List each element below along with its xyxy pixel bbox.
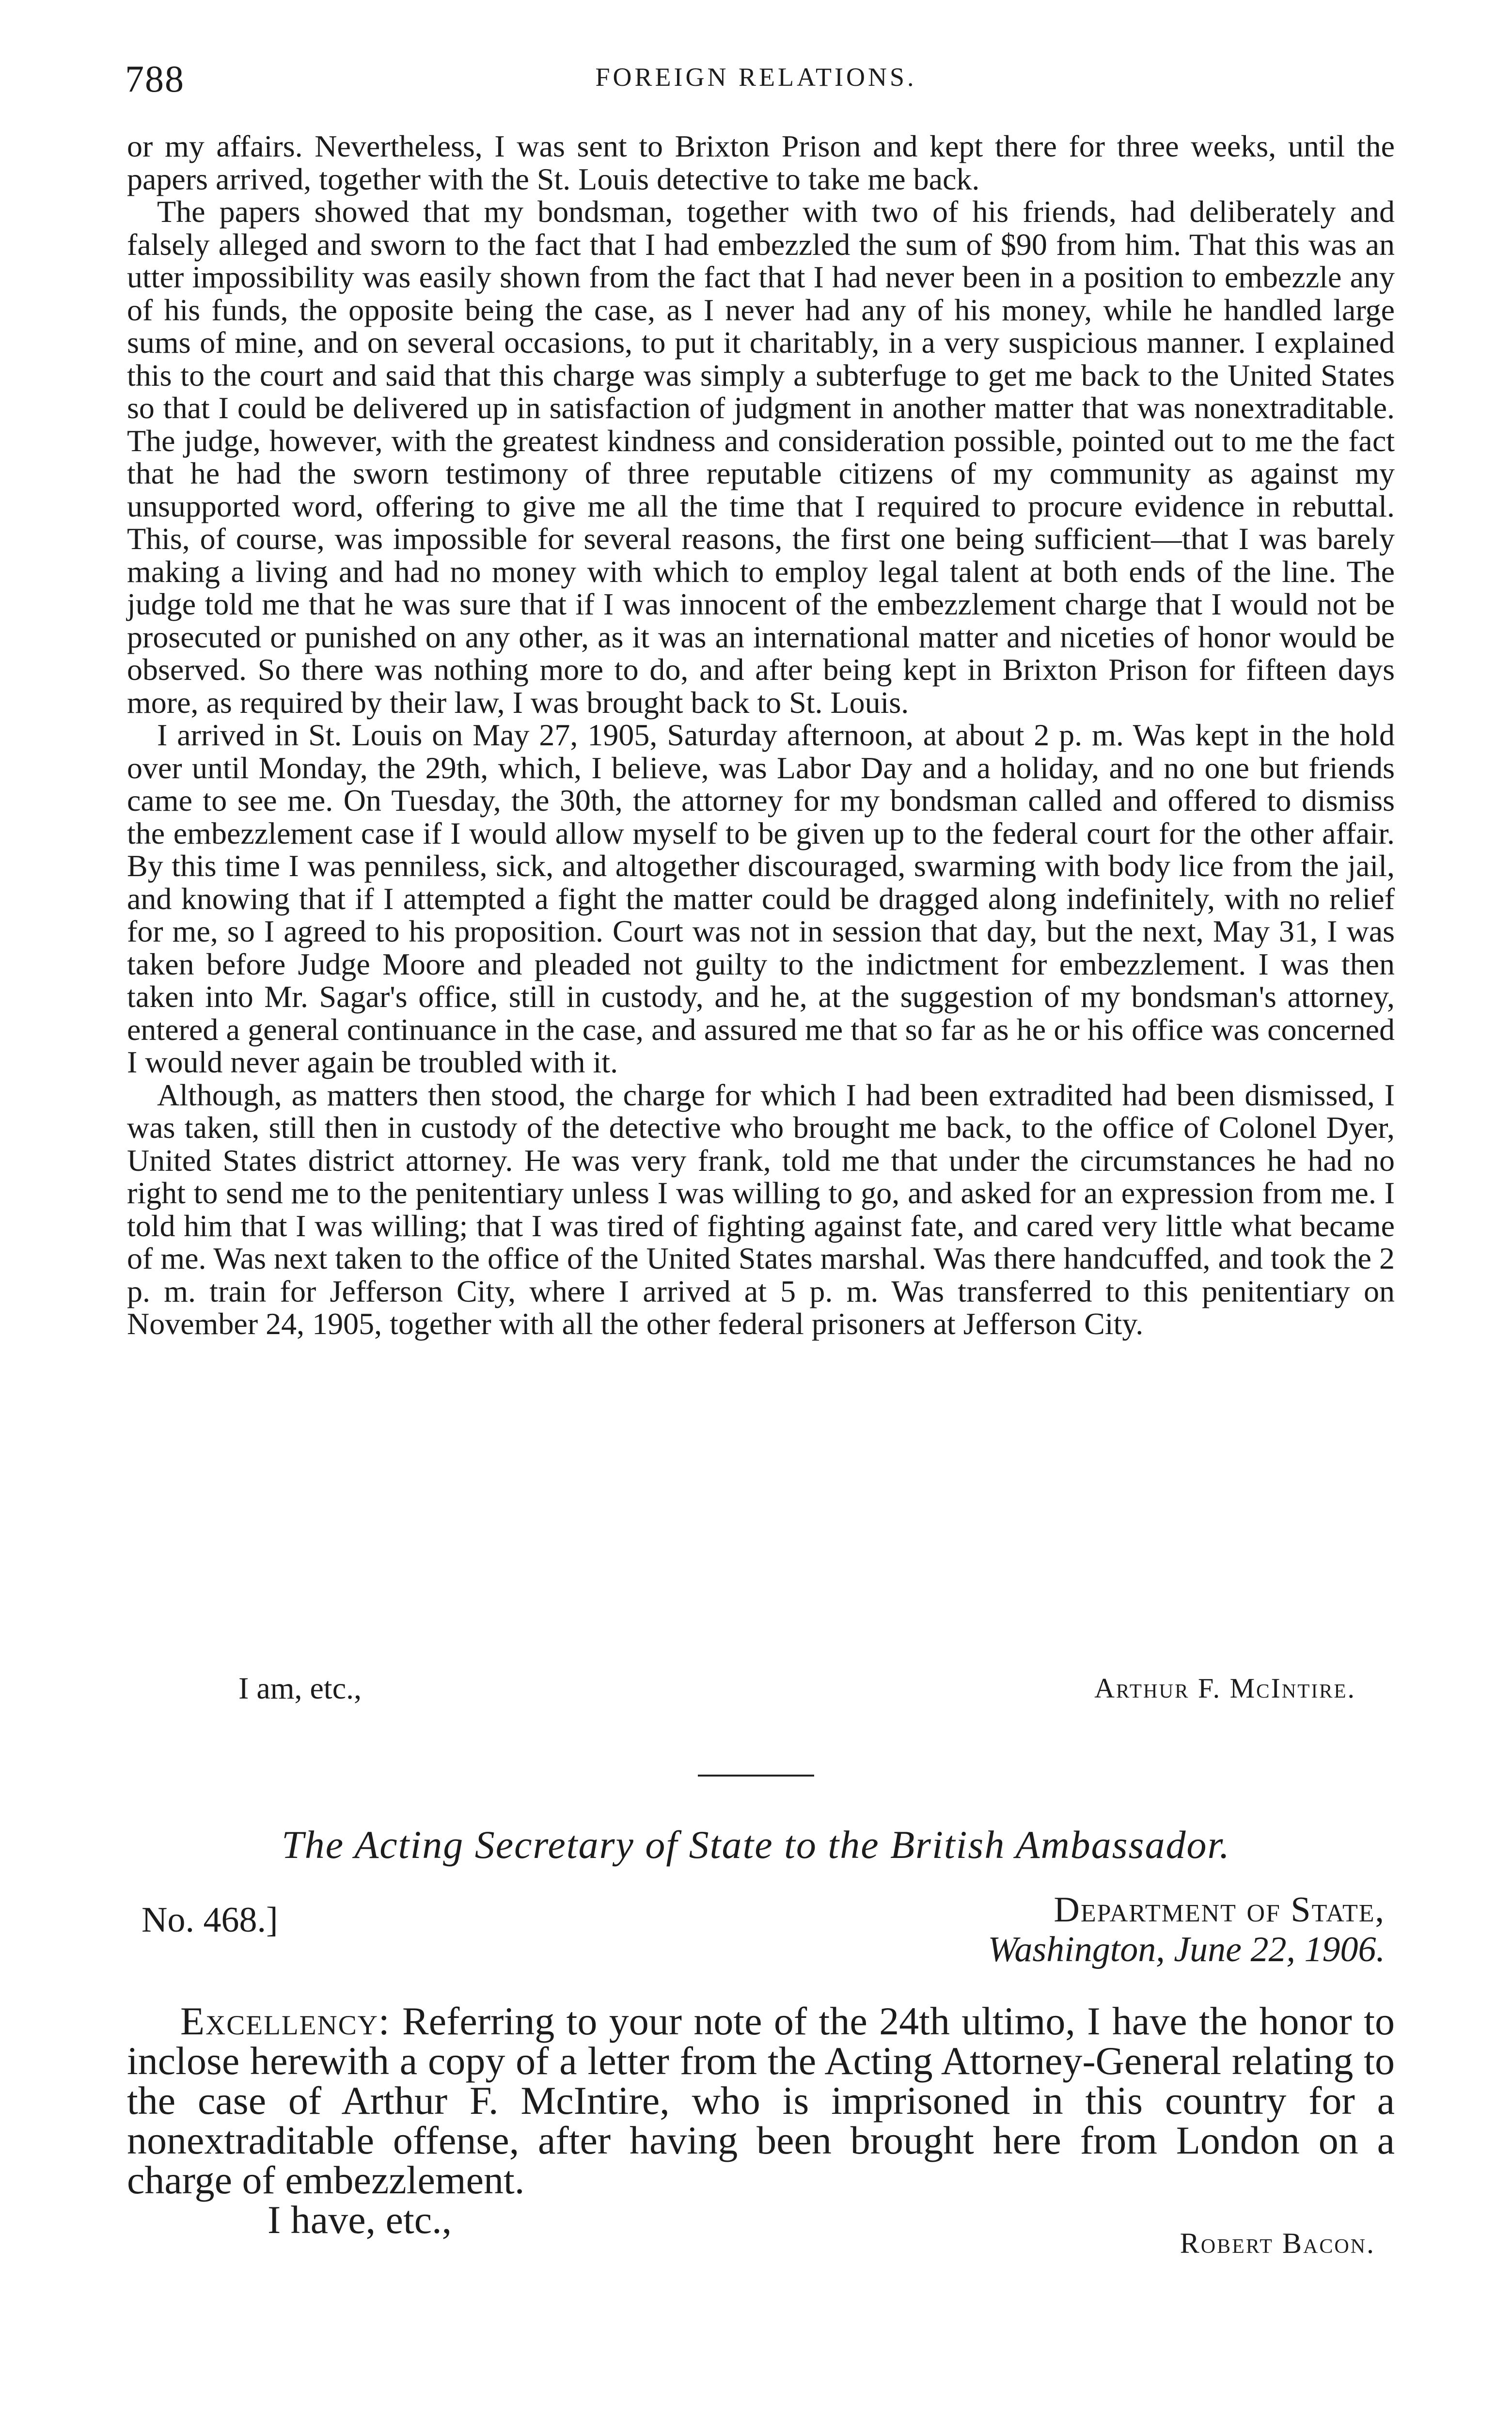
- document-number: No. 468.]: [142, 1900, 278, 1940]
- document-closing: I have, etc.,: [268, 2198, 452, 2242]
- letter-paragraph: or my affairs. Nevertheless, I was sent to Brixton Prison and kept there for three weeks, until the papers arrived, together with the St. Louis detective to take me back.: [127, 129, 1395, 196]
- place-date: Washington, June 22, 1906.: [988, 1930, 1385, 1969]
- letter-closing-row: [127, 1672, 1395, 1740]
- document-signature: Robert Bacon.: [1180, 2227, 1375, 2259]
- letter-paragraph: I arrived in St. Louis on May 27, 1905, Saturday afternoon, at about 2 p. m. Was kept in the hold over until Monday, the 29th, which, I believe, was Labor Day and a holiday, and no one but friends came to see me. On Tuesday, the 30th, the attorney for my bondsman called and offered to dismiss the embezzlement case if I would allow myself to be given up to the federal court for the other affair. By this time I was penniless, sick, and altogether discouraged, swarming with body lice from the jail, and knowing that if I attempted a fight the matter could be dragged along indefinitely, with no relief for me, so I agreed to his proposition. Court was not in session that day, but the next, May 31, I was taken before Judge Moore and pleaded not guilty to the indictment for embezzlement. I was then taken into Mr. Sagar's office, still in custody, and he, at the suggestion of my bondsman's attorney, entered a general continuance in the case, and assured me that so far as he or his office was concerned I would never again be troubled with it.: [127, 718, 1395, 1079]
- section-divider: [698, 1775, 814, 1777]
- running-head: FOREIGN RELATIONS.: [595, 63, 917, 92]
- letter-signature: Arthur F. McIntire.: [1094, 1672, 1356, 1704]
- document-closing-row: [127, 2200, 1395, 2268]
- dept-dateline: [988, 1890, 1385, 1969]
- page-number: 788: [125, 58, 185, 100]
- salutation: Excellency:: [180, 1999, 391, 2043]
- department-name: Department of State,: [1054, 1890, 1385, 1930]
- document-body: [127, 2001, 1395, 2200]
- letter-paragraph: The papers showed that my bondsman, together with two of his friends, had deliberately and falsely alleged and sworn to the fact that I had embezzled the sum of $90 from him. That this was an utter impossibility was easily shown from the fact that I had never been in a position to embezzle any of his funds, the opposite being the case, as I never had any of his money, while he handled large sums of mine, and on several occasions, to put it charitably, in a very suspicious manner. I explained this to the court and said that this charge was simply a subterfuge to get me back to the United States so that I could be delivered up in satisfaction of judgment in another matter that was nonextraditable. The judge, however, with the greatest kindness and consideration possible, pointed out to me the fact that he had the sworn testimony of three reputable citizens of my community as against my unsupported word, offering to give me all the time that I required to procure evidence in rebuttal. This, of course, was impossible for several reasons, the first one being sufficient—that I was barely making a living and had no money with which to employ legal talent at both ends of the line. The judge told me that he was sure that if I was innocent of the embezzlement charge that I would not be prosecuted or punished on any other, as it was an international matter and niceties of honor would be observed. So there was nothing more to do, and after being kept in Brixton Prison for fifteen days more, as required by their law, I was brought back to St. Louis.: [127, 194, 1395, 720]
- document-body-text: Referring to your note of the 24th ultimo, I have the honor to inclose herewith a copy of a letter from the Acting Attorney-General relating to the case of Arthur F. McIntire, who is imprisoned in this country for a nonextraditable offense, after having been brought here from London on a charge of embezzlement.: [127, 1999, 1395, 2202]
- letter-body: [127, 130, 1395, 1340]
- document-paragraph: [127, 2001, 1395, 2200]
- letter-paragraph: Although, as matters then stood, the charge for which I had been extradited had been dismissed, I was taken, still then in custody of the detective who brought me back, to the office of Colonel Dyer, United States district attorney. He was very frank, told me that under the circumstances he had no right to send me to the penitentiary unless I was willing to go, and asked for an expression from me. I told him that I was willing; that I was tired of fighting against fate, and cared very little what became of me. Was next taken to the office of the United States marshal. Was there handcuffed, and took the 2 p. m. train for Jefferson City, where I arrived at 5 p. m. Was transferred to this penitentiary on November 24, 1905, together with all the other federal prisoners at Jefferson City.: [127, 1077, 1395, 1341]
- letter-closing: I am, etc.,: [238, 1671, 362, 1705]
- document-heading: The Acting Secretary of State to the British Ambassador.: [282, 1823, 1230, 1867]
